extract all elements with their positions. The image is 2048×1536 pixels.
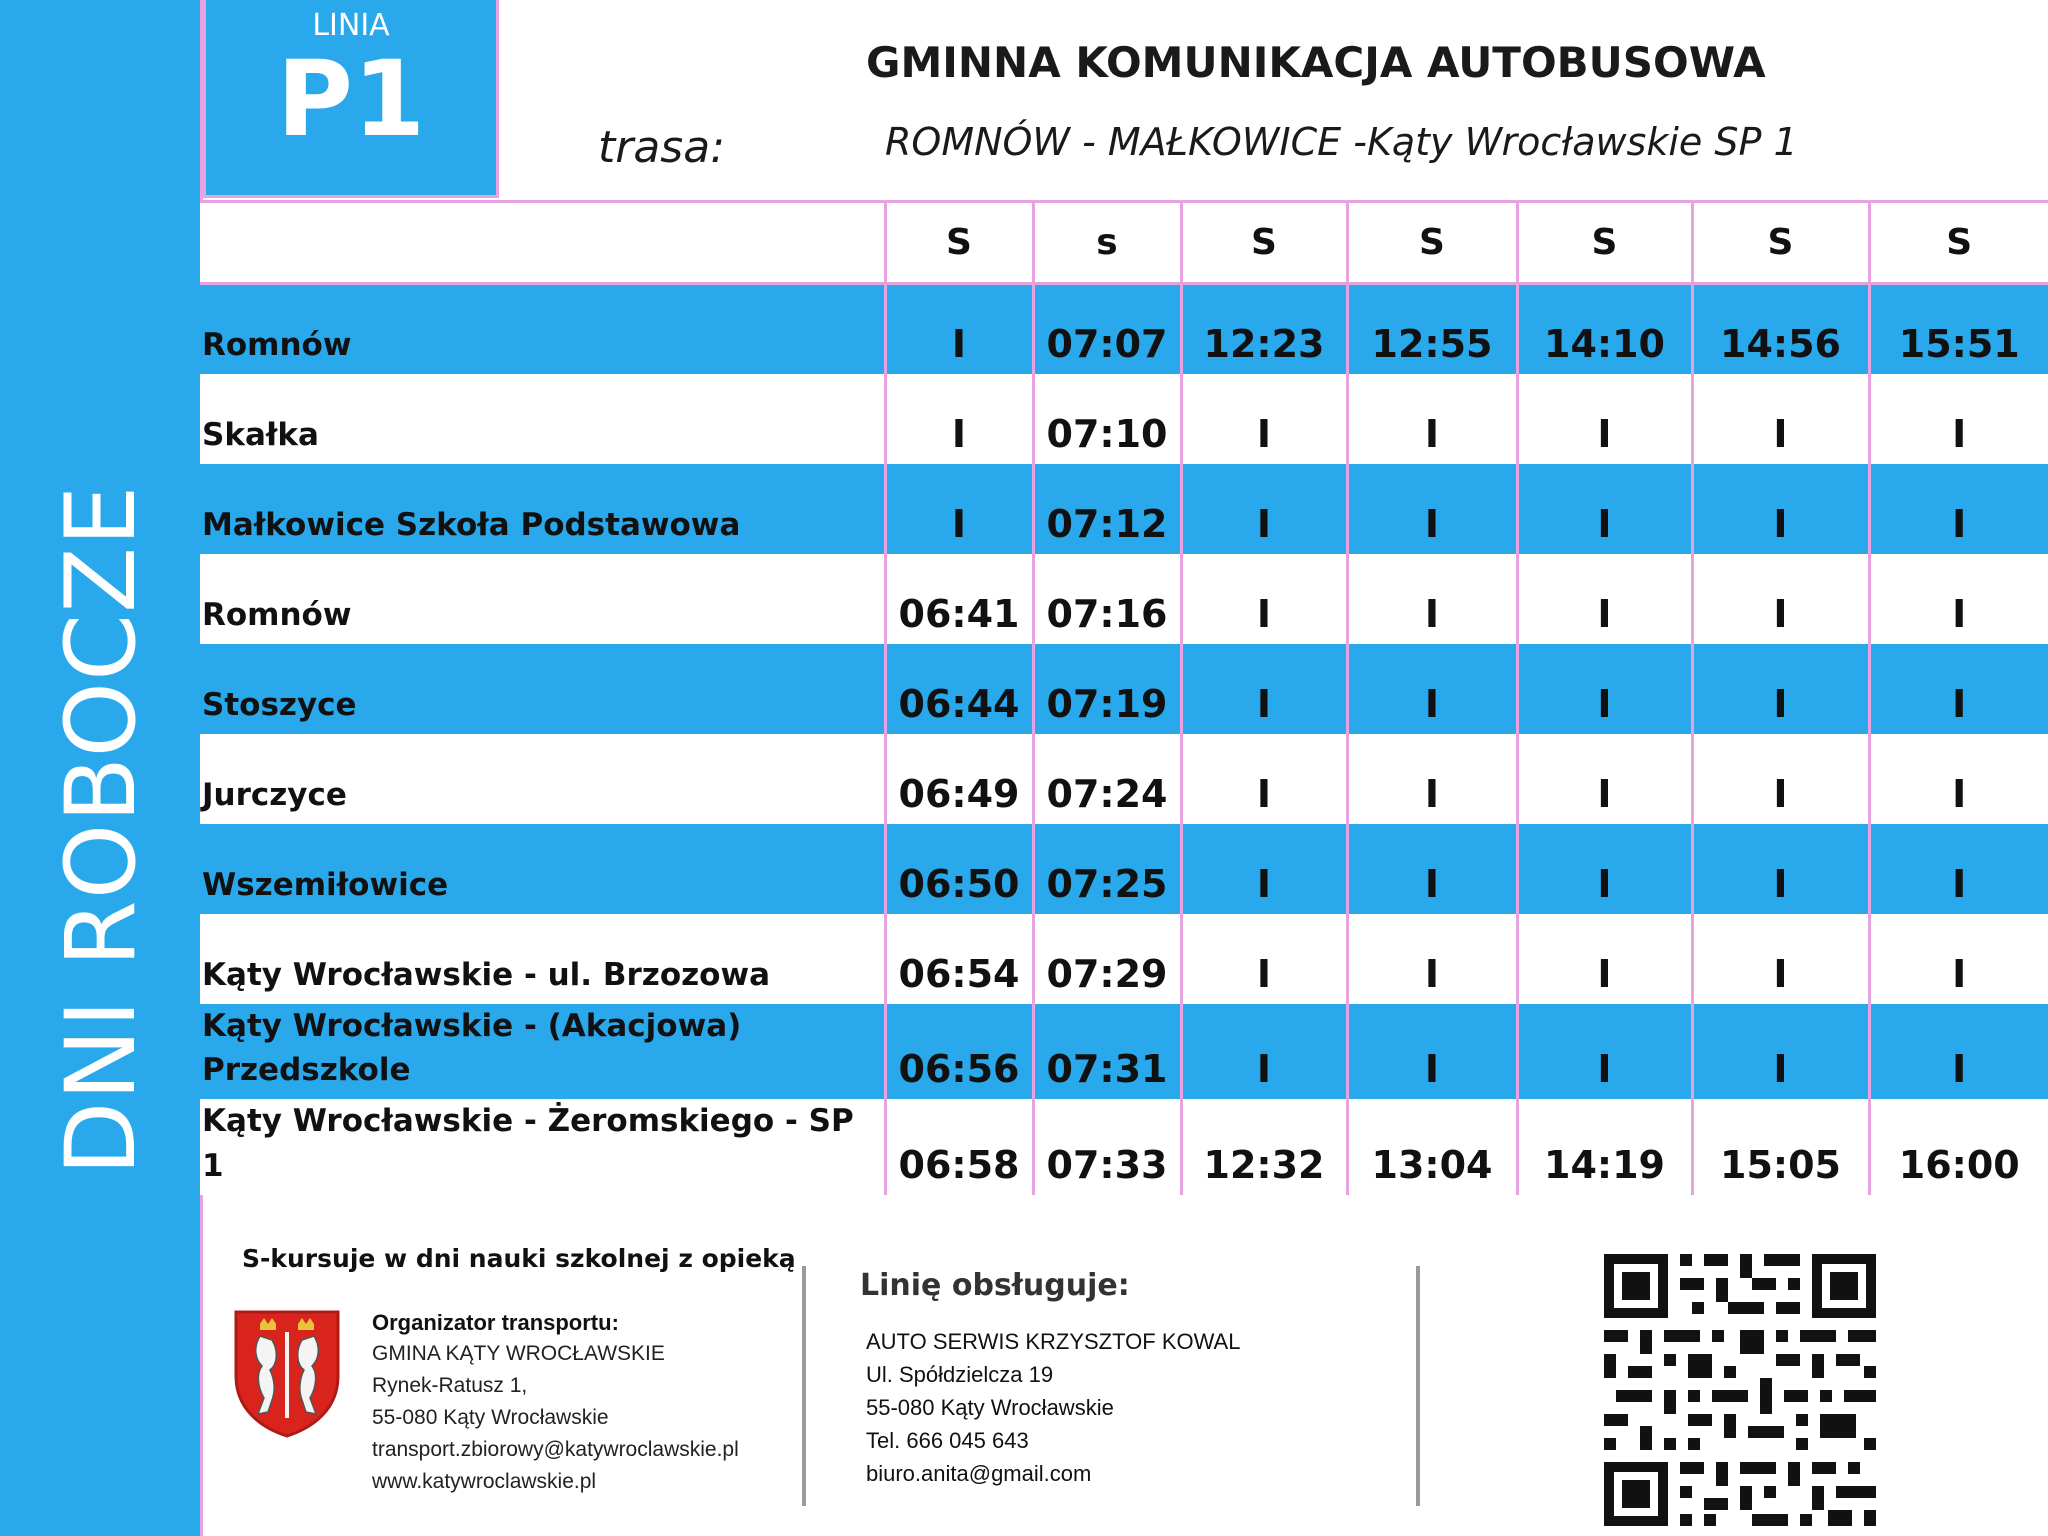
departure-time: I <box>1869 644 2048 734</box>
departure-time: I <box>1347 914 1517 1004</box>
departure-time: I <box>1181 1004 1347 1100</box>
stop-name: Małkowice Szkoła Podstawowa <box>202 506 741 543</box>
departure-time: 15:05 <box>1692 1099 1869 1195</box>
departure-time: I <box>1517 1004 1692 1100</box>
table-row <box>200 734 2048 824</box>
departure-time: 06:58 <box>885 1099 1033 1195</box>
departure-time: I <box>1692 914 1869 1004</box>
departure-time: 06:56 <box>885 1004 1033 1100</box>
departure-time: I <box>1347 464 1517 554</box>
departure-time: I <box>1347 734 1517 824</box>
departure-time: I <box>1869 374 2048 464</box>
side-band <box>0 0 203 1536</box>
departure-time: 06:41 <box>885 554 1033 644</box>
departure-time: 14:56 <box>1692 284 1869 374</box>
departure-time: 06:49 <box>885 734 1033 824</box>
departure-time: I <box>1347 1004 1517 1100</box>
departure-time: I <box>1517 644 1692 734</box>
footer-divider <box>802 1266 806 1506</box>
table-row <box>200 644 2048 734</box>
stop-name: Romnów <box>202 596 352 633</box>
departure-time: I <box>1692 734 1869 824</box>
organizer-street: Rynek-Ratusz 1, <box>372 1374 528 1397</box>
departure-time: I <box>1692 554 1869 644</box>
column-header: S <box>1181 202 1347 284</box>
departure-time: I <box>1517 464 1692 554</box>
departure-time: 06:54 <box>885 914 1033 1004</box>
stop-name: Kąty Wrocławskie - (Akacjowa) Przedszkole <box>202 1007 742 1089</box>
line-label: LINIA <box>312 8 390 43</box>
departure-time: 12:32 <box>1181 1099 1347 1195</box>
departure-time: 07:33 <box>1033 1099 1181 1195</box>
departure-time: I <box>885 464 1033 554</box>
departure-time: I <box>1181 824 1347 914</box>
departure-time: I <box>1347 644 1517 734</box>
departure-time: 07:31 <box>1033 1004 1181 1100</box>
departure-time: I <box>885 284 1033 374</box>
operator-name: AUTO SERWIS KRZYSZTOF KOWAL <box>866 1329 1241 1354</box>
table-row <box>200 554 2048 644</box>
stop-name: Kąty Wrocławskie - ul. Brzozowa <box>202 956 771 993</box>
stop-name: Kąty Wrocławskie - Żeromskiego - SP 1 <box>202 1103 854 1185</box>
departure-time: 07:19 <box>1033 644 1181 734</box>
line-number: P1 <box>276 38 426 160</box>
departure-time: 14:10 <box>1517 284 1692 374</box>
line-badge <box>203 0 499 198</box>
footer-note: S-kursuje w dni nauki szkolnej z opieką <box>242 1244 796 1273</box>
departure-time: 07:24 <box>1033 734 1181 824</box>
departure-time: I <box>1517 914 1692 1004</box>
departure-time: I <box>1517 554 1692 644</box>
departure-time: 06:44 <box>885 644 1033 734</box>
route-value: ROMNÓW - MAŁKOWICE -Kąty Wrocławskie SP 1 <box>885 120 1798 164</box>
departure-time: 07:12 <box>1033 464 1181 554</box>
departure-time: 16:00 <box>1869 1099 2048 1195</box>
departure-time: 07:29 <box>1033 914 1181 1004</box>
timetable <box>200 200 2048 1195</box>
organizer-website: www.katywroclawskie.pl <box>372 1470 597 1493</box>
organizer-city: 55-080 Kąty Wrocławskie <box>372 1406 609 1429</box>
departure-time: 12:55 <box>1347 284 1517 374</box>
table-row <box>200 284 2048 374</box>
operator-title: Linię obsługuje: <box>860 1268 1130 1303</box>
departure-time: I <box>885 374 1033 464</box>
departure-time: I <box>1347 824 1517 914</box>
departure-time: 07:25 <box>1033 824 1181 914</box>
table-row <box>200 374 2048 464</box>
route-label: trasa: <box>598 122 726 173</box>
departure-time: I <box>1181 464 1347 554</box>
departure-time: 07:07 <box>1033 284 1181 374</box>
departure-time: I <box>1181 914 1347 1004</box>
departure-time: I <box>1692 644 1869 734</box>
operator-street: Ul. Spółdzielcza 19 <box>866 1362 1054 1387</box>
departure-time: 13:04 <box>1347 1099 1517 1195</box>
column-header: S <box>1692 202 1869 284</box>
column-header-stop <box>200 202 885 284</box>
table-row <box>200 914 2048 1004</box>
departure-time: I <box>1181 374 1347 464</box>
departure-time: I <box>1869 914 2048 1004</box>
departure-time: I <box>1869 824 2048 914</box>
operator-info <box>866 1325 1240 1490</box>
column-header: S <box>885 202 1033 284</box>
organizer-name: GMINA KĄTY WROCŁAWSKIE <box>372 1342 665 1365</box>
table-row <box>200 1099 2048 1195</box>
departure-time: I <box>1181 554 1347 644</box>
qr-code-icon <box>1600 1250 1880 1530</box>
departure-time: I <box>1517 374 1692 464</box>
page-title: GMINNA KOMUNIKACJA AUTOBUSOWA <box>866 38 1766 87</box>
departure-time: I <box>1347 374 1517 464</box>
departure-time: I <box>1869 734 2048 824</box>
departure-time: I <box>1869 1004 2048 1100</box>
organizer-email: transport.zbiorowy@katywroclawskie.pl <box>372 1438 739 1461</box>
departure-time: I <box>1692 374 1869 464</box>
departure-time: I <box>1692 824 1869 914</box>
departure-time: 12:23 <box>1181 284 1347 374</box>
departure-time: 07:10 <box>1033 374 1181 464</box>
stop-name: Stoszyce <box>202 686 357 723</box>
departure-time: I <box>1869 554 2048 644</box>
organizer-info <box>372 1308 739 1498</box>
stop-name: Jurczyce <box>202 776 347 813</box>
coat-of-arms-icon <box>232 1306 342 1440</box>
operator-email: biuro.anita@gmail.com <box>866 1461 1092 1486</box>
footer-divider <box>1416 1266 1420 1506</box>
departure-time: 14:19 <box>1517 1099 1692 1195</box>
operator-phone: Tel. 666 045 643 <box>866 1428 1029 1453</box>
departure-time: 06:50 <box>885 824 1033 914</box>
column-header: S <box>1517 202 1692 284</box>
stop-name: Skałka <box>202 416 319 453</box>
operator-city: 55-080 Kąty Wrocławskie <box>866 1395 1114 1420</box>
departure-time: 07:16 <box>1033 554 1181 644</box>
departure-time: I <box>1347 554 1517 644</box>
departure-time: I <box>1692 1004 1869 1100</box>
departure-time: I <box>1692 464 1869 554</box>
column-header: S <box>1869 202 2048 284</box>
column-header: S <box>1347 202 1517 284</box>
table-row <box>200 1004 2048 1100</box>
organizer-label: Organizator transportu: <box>372 1310 619 1335</box>
departure-time: 15:51 <box>1869 284 2048 374</box>
stop-name: Wszemiłowice <box>202 866 449 903</box>
day-type-label: DNI ROBOCZE <box>45 484 157 1176</box>
table-row <box>200 824 2048 914</box>
departure-time: I <box>1517 734 1692 824</box>
departure-time: I <box>1181 734 1347 824</box>
departure-time: I <box>1181 644 1347 734</box>
column-header: s <box>1033 202 1181 284</box>
stop-name: Romnów <box>202 326 352 363</box>
timetable-header-row <box>200 202 2048 284</box>
table-row <box>200 464 2048 554</box>
departure-time: I <box>1517 824 1692 914</box>
departure-time: I <box>1869 464 2048 554</box>
